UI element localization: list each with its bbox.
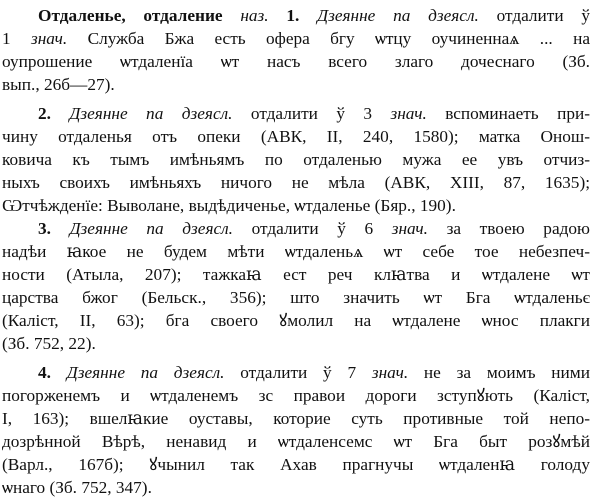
sense-number: 4. [38,363,51,382]
line-text: за твоею радою [446,219,590,238]
line-text: отдалити ў 3 [250,104,373,123]
entry-line [2,309,590,332]
sense-label: Дзеянне па дзеясл. [69,104,233,123]
entry-line [2,286,590,309]
line-text: отдалити ў [496,6,590,25]
line-text: вспоминаеть при- [445,104,590,123]
line-text: чину отдаленья отъ опеки (АВК, II, 240, 1580); матка Онош- [2,127,590,146]
meaning-ref: знач. [30,29,68,48]
line-text: Служба Бжа есть офера бгу ѡтцу оучиненнаѧ ... на [87,29,590,48]
sense-label: Дзеянне па дзеясл. [66,363,225,382]
sense-number: 1. [286,6,300,25]
entry-line [2,50,590,73]
entry-line [2,102,590,125]
entry-line [2,240,590,263]
line-text: ности (Атыла, 207); тажкаꙗ ест реч клꙗтва и ѡтдалене ѡт [2,265,590,284]
line-text: не за моимъ ними [423,363,590,382]
entry-line [2,73,590,96]
line-text: вып., 26б—27). [2,75,115,94]
line-text: надѣи ꙗкое не будем мѣти ѡтдаленьѧ ѡт себе тое небезпеч- [2,242,590,261]
entry-line [2,407,590,430]
entry-line [2,430,590,453]
line-text: отдалити ў 6 [251,219,374,238]
line-text: 1 [2,29,11,48]
line-text: (Калiст, II, 63); бга своего ꙋмолил на ѡтдалене ѡнос плакги [2,311,590,330]
entry-line [2,4,590,27]
meaning-ref: знач. [391,219,428,238]
sense-label: Дзеянне па дзеясл. [317,6,479,25]
sense-number: 2. [38,104,51,123]
headword: Отдаленье, отдаление [38,6,223,25]
entry-line [2,194,590,217]
line-text: погорженемъ и ѡтдаленемъ зс правои дороги зступꙋють (Калiст, [2,386,590,405]
entry-line [2,476,590,499]
line-text: (Варл., 167б); ꙋчынил так Ахав прагнучы ѡтдаленꙗ голоду [2,455,590,474]
line-text: I, 163); вшелꙗкие оуставы, которие суть противные той непо- [2,409,590,428]
entry-line [2,171,590,194]
entry-line [2,453,590,476]
sense-label: Дзеянне па дзеясл. [69,219,234,238]
entry-line [2,125,590,148]
entry-line [2,263,590,286]
line-text: ковича къ тымъ имѣньямъ по отдаленью мужа ее увъ отчиз- [2,150,590,169]
line-text: Ѡтчѣжденїе: Выволане, выдѣдиченье, ѡтдаленье (Бяр., 190). [2,196,456,215]
line-text: оупрошение ѡтдаленїа ѡт насъ всего злаго дочеснаго (Зб. [2,52,590,71]
entry-line [2,332,590,355]
line-text: ныхъ своихъ имѣньяхъ ничого не мѣла (АВК, XIII, 87, 1635); [2,173,590,192]
entry-line [2,27,590,50]
line-text: отдалити ў 7 [240,363,357,382]
entry-line [2,217,590,240]
meaning-ref: знач. [390,104,427,123]
entry-line [2,148,590,171]
entry-line [2,384,590,407]
entry-line [2,361,590,384]
meaning-ref: знач. [371,363,409,382]
line-text: ѡнаго (Зб. 752, 347). [2,478,152,497]
line-text: (Зб. 752, 22). [2,334,96,353]
line-text: дозрѣнной Вѣрѣ, ненавид и ѡтдаленсемс ѡт Бга быт розꙋмѣй [2,432,590,451]
sense-number: 3. [38,219,51,238]
line-text: царства бжог (Бельск., 356); што значить ѡт Бга ѡтдаленьє [2,288,590,307]
part-of-speech: наз. [240,6,269,25]
